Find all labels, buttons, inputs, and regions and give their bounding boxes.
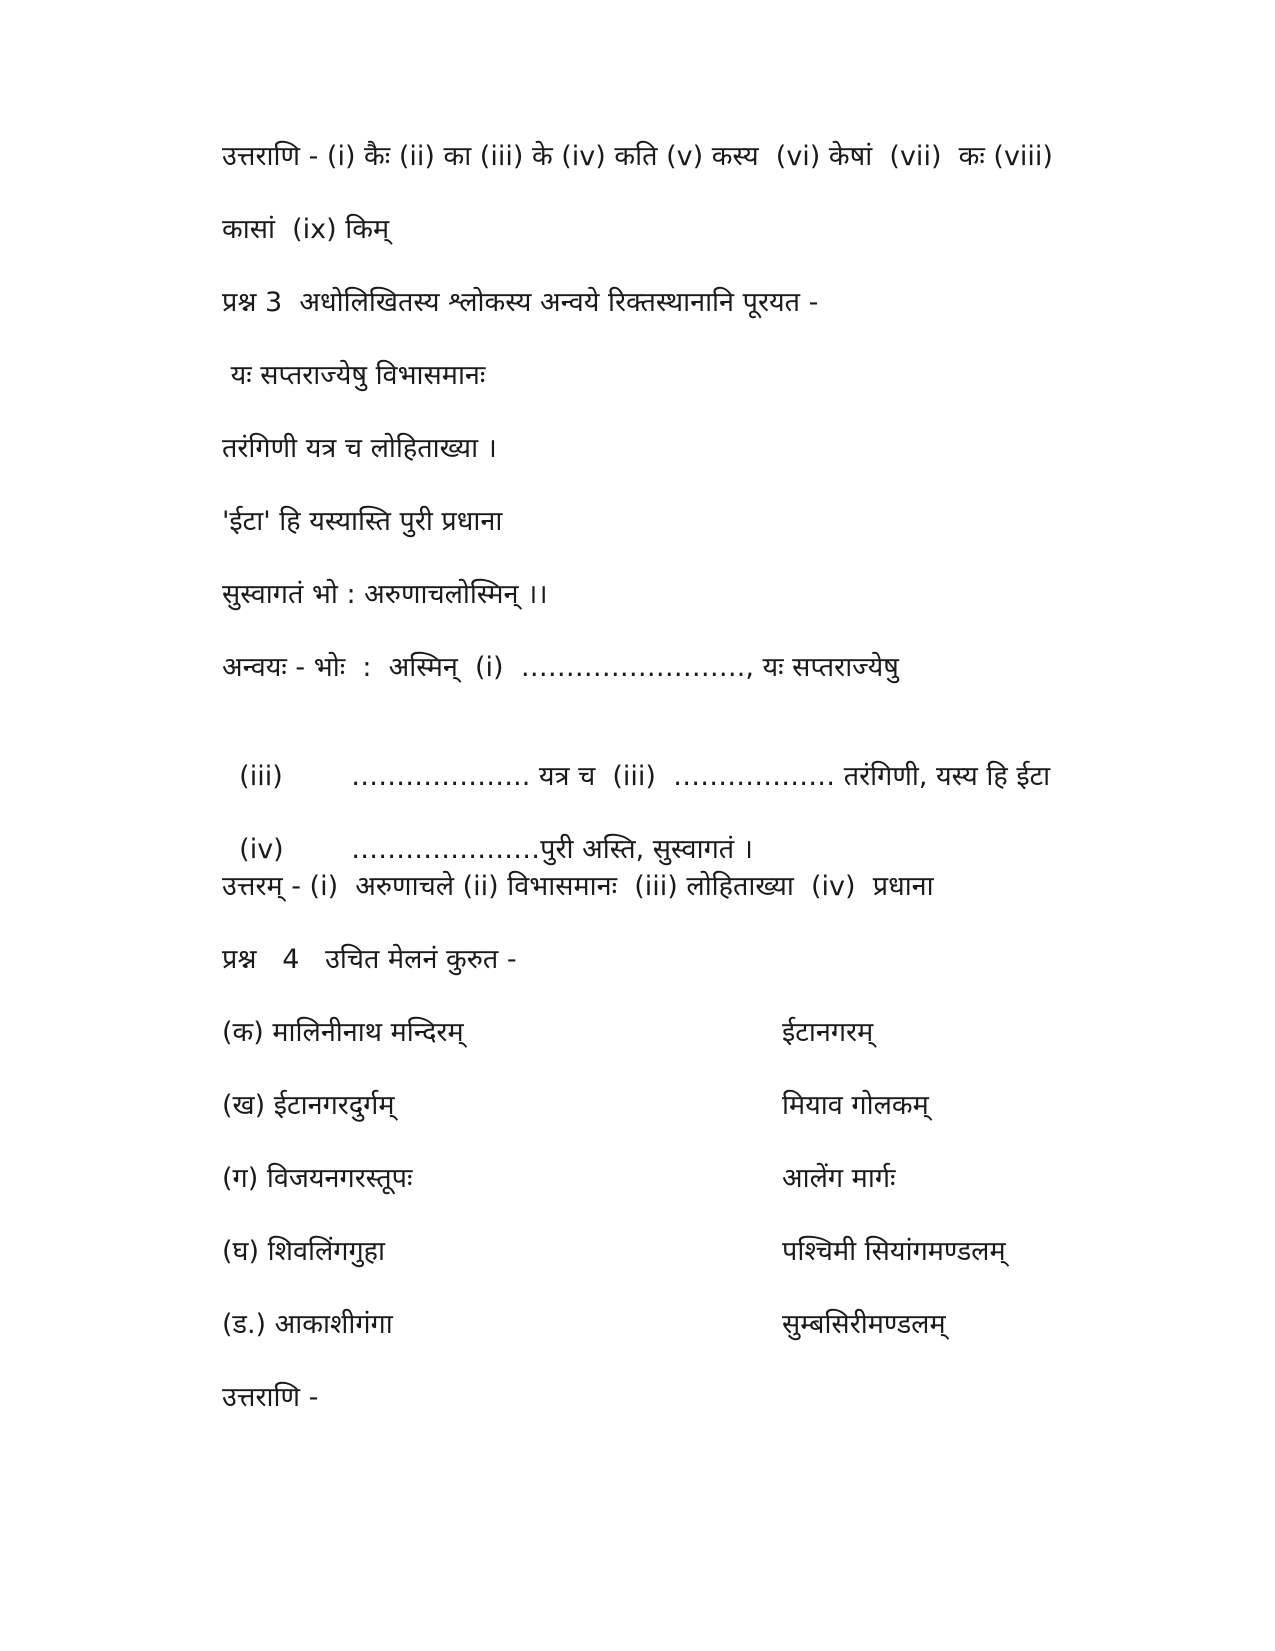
verse-line-1: यः सप्तराज्येषु विभासमानः [222,360,486,391]
match-left-4: (घ) शिवलिंगगुहा [222,1236,386,1267]
verse-line-2: तरंगिणी यत्र च लोहिताख्या । [222,433,497,464]
verse-line-3: 'ईटा' हि यस्यास्ति पुरी प्रधाना [222,506,503,537]
anvay-line-2 [222,723,1050,795]
match-left-2: (ख) ईटानगरदुर्गम् [222,1090,395,1121]
anvay-line-3 [222,796,753,868]
match-right-3: आलेंग मार्गः [782,1163,896,1194]
anvay-line-3-label: (iv) [239,834,284,865]
anvay-line-3-text: …………………पुरी अस्ति, सुस्वागतं । [351,834,753,865]
match-right-4: पश्चिमी सियांगमण्डलम् [782,1236,1006,1267]
match-right-1: ईटानगरम् [782,1017,874,1048]
match-right-5: सुम्बसिरीमण्डलम् [782,1309,946,1340]
q3-heading: प्रश्न 3 अधोलिखितस्य श्लोकस्य अन्वये रिक्तस्थानानि पूरयत - [222,287,819,318]
q3-answer: उत्तरम् - (i) अरुणाचले (ii) विभासमानः (iii) लोहिताख्या (iv) प्रधाना [222,871,934,902]
anvay-line-1: अन्वयः - भोः : अस्मिन् (i) ……………………., यः सप्तराज्येषु [222,652,899,683]
anvay-line-2-text: ……………….. यत्र च (iii) ……………… तरंगिणी, यस्य हि ईटा [351,761,1051,792]
match-right-2: मियाव गोलकम् [782,1090,929,1121]
q2-answer-line-1: उत्तराणि - (i) कैः (ii) का (iii) के (iv) कति (v) कस्य (vi) केषां (vii) कः (viii) [222,141,1053,172]
q4-heading: प्रश्न 4 उचित मेलनं कुरुत - [222,944,517,975]
q2-answer-line-2: कासां (ix) किम् [222,214,390,245]
anvay-line-2-label: (iii) [239,761,283,792]
match-left-1: (क) मालिनीनाथ मन्दिरम् [222,1017,464,1048]
match-left-3: (ग) विजयनगरस्तूपः [222,1163,413,1194]
match-left-5: (ड.) आकाशीगंगा [222,1309,393,1340]
q4-answer-label: उत्तराणि - [222,1382,319,1413]
verse-line-4: सुस्वागतं भो : अरुणाचलोस्मिन् ।। [222,579,548,610]
